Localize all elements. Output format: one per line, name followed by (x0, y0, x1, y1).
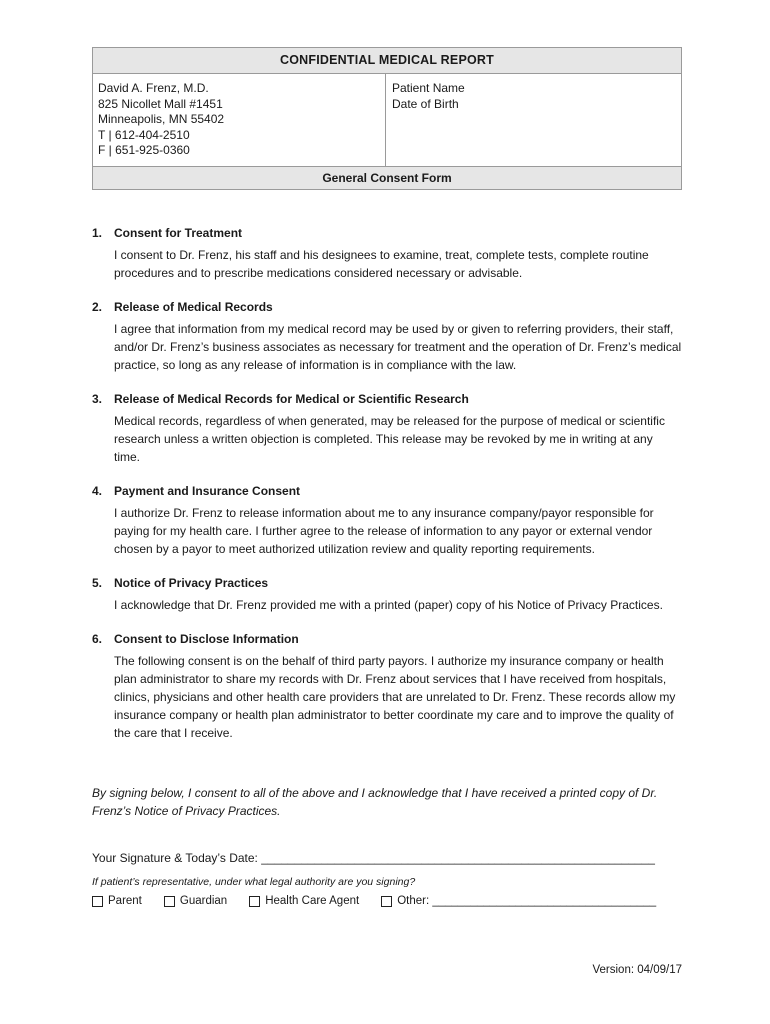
parent-checkbox[interactable] (92, 896, 103, 907)
section-number: 1. (92, 226, 103, 240)
section-title: Notice of Privacy Practices (114, 576, 269, 590)
section-research-release (92, 391, 682, 466)
section-body: Medical records, regardless of when generated, may be released for the purpose of medical or scientific research unless a written objection is completed. This release may be revoked by me in writing at any time. (114, 414, 665, 464)
section-title: Consent for Treatment (114, 226, 243, 240)
representative-question: If patient’s representative, under what legal authority are you signing? (92, 876, 416, 888)
section-body: I authorize Dr. Frenz to release information about me to any insurance company/payor responsible for paying for my health care. I further agree to the release of information to any payor or external vendor chosen by a payor to meet authorized utilization review and quality reporting requirements. (114, 506, 654, 556)
option-health-care-agent[interactable] (249, 895, 359, 907)
report-header (92, 47, 682, 190)
section-payment-insurance (92, 483, 682, 558)
section-title: Consent to Disclose Information (114, 632, 299, 646)
form-title: General Consent Form (93, 166, 681, 189)
agent-checkbox[interactable] (249, 896, 260, 907)
provider-name: David A. Frenz, M.D. (98, 81, 209, 95)
section-title: Payment and Insurance Consent (114, 484, 301, 498)
section-disclose-info (92, 631, 682, 742)
guardian-label: Guardian (179, 895, 228, 907)
section-privacy-notice (92, 575, 682, 614)
option-other[interactable] (381, 895, 656, 907)
dob-label: Date of Birth (392, 96, 459, 111)
patient-name-label: Patient Name (392, 81, 465, 95)
section-number: 4. (92, 484, 103, 498)
provider-fax: F | 651-925-0360 (98, 143, 190, 157)
report-title: CONFIDENTIAL MEDICAL REPORT (93, 48, 681, 74)
section-body: I agree that information from my medical record may be used by or given to referring providers, their staff, and/or Dr. Frenz’s business associates as necessary for treatment and the operation of Dr. Frenz’s medical practice, so long as any release of information is in compliance with the law. (114, 322, 682, 372)
option-guardian[interactable] (164, 895, 227, 907)
section-number: 2. (92, 300, 103, 314)
other-checkbox[interactable] (381, 896, 392, 907)
authority-options (92, 895, 678, 907)
guardian-checkbox[interactable] (164, 896, 175, 907)
section-number: 3. (92, 392, 103, 406)
section-body: I acknowledge that Dr. Frenz provided me with a printed (paper) copy of his Notice of Privacy Practices. (114, 598, 663, 612)
section-number: 6. (92, 632, 103, 646)
provider-phone: T | 612-404-2510 (98, 127, 190, 142)
agent-label: Health Care Agent (265, 895, 360, 907)
patient-info (386, 74, 681, 166)
signature-line[interactable]: Your Signature & Today’s Date: ___________________________________________________________ (92, 851, 655, 865)
section-title: Release of Medical Records (114, 300, 273, 314)
consent-sections (92, 225, 682, 759)
section-body: I consent to Dr. Frenz, his staff and his designees to examine, treat, complete tests, complete routine procedures and to prescribe medications considered necessary or advisable. (114, 248, 649, 280)
other-label[interactable]: Other: ___________________________________ (397, 895, 657, 907)
provider-address1: 825 Nicollet Mall #1451 (98, 96, 223, 111)
section-release-records (92, 299, 682, 374)
section-number: 5. (92, 576, 103, 590)
section-consent-treatment (92, 225, 682, 282)
attestation-text: By signing below, I consent to all of the above and I acknowledge that I have received a printed copy of Dr. Frenz’s Notice of Privacy Practices. (92, 786, 658, 818)
parent-label: Parent (108, 895, 142, 907)
section-body: The following consent is on the behalf of third party payors. I authorize my insurance company or health plan administrator to share my records with Dr. Frenz about services that I have received from hospitals, clinics, physicians and other health care providers that are unrelated to Dr. Frenz. These records allow my insurance company or health plan administrator to better coordinate my care and to improve the quality of the care that I receive. (114, 654, 676, 740)
option-parent[interactable] (92, 895, 142, 907)
version-label: Version: 04/09/17 (592, 964, 682, 976)
provider-info (93, 74, 386, 166)
section-title: Release of Medical Records for Medical or Scientific Research (114, 392, 469, 406)
provider-address2: Minneapolis, MN 55402 (98, 112, 225, 126)
